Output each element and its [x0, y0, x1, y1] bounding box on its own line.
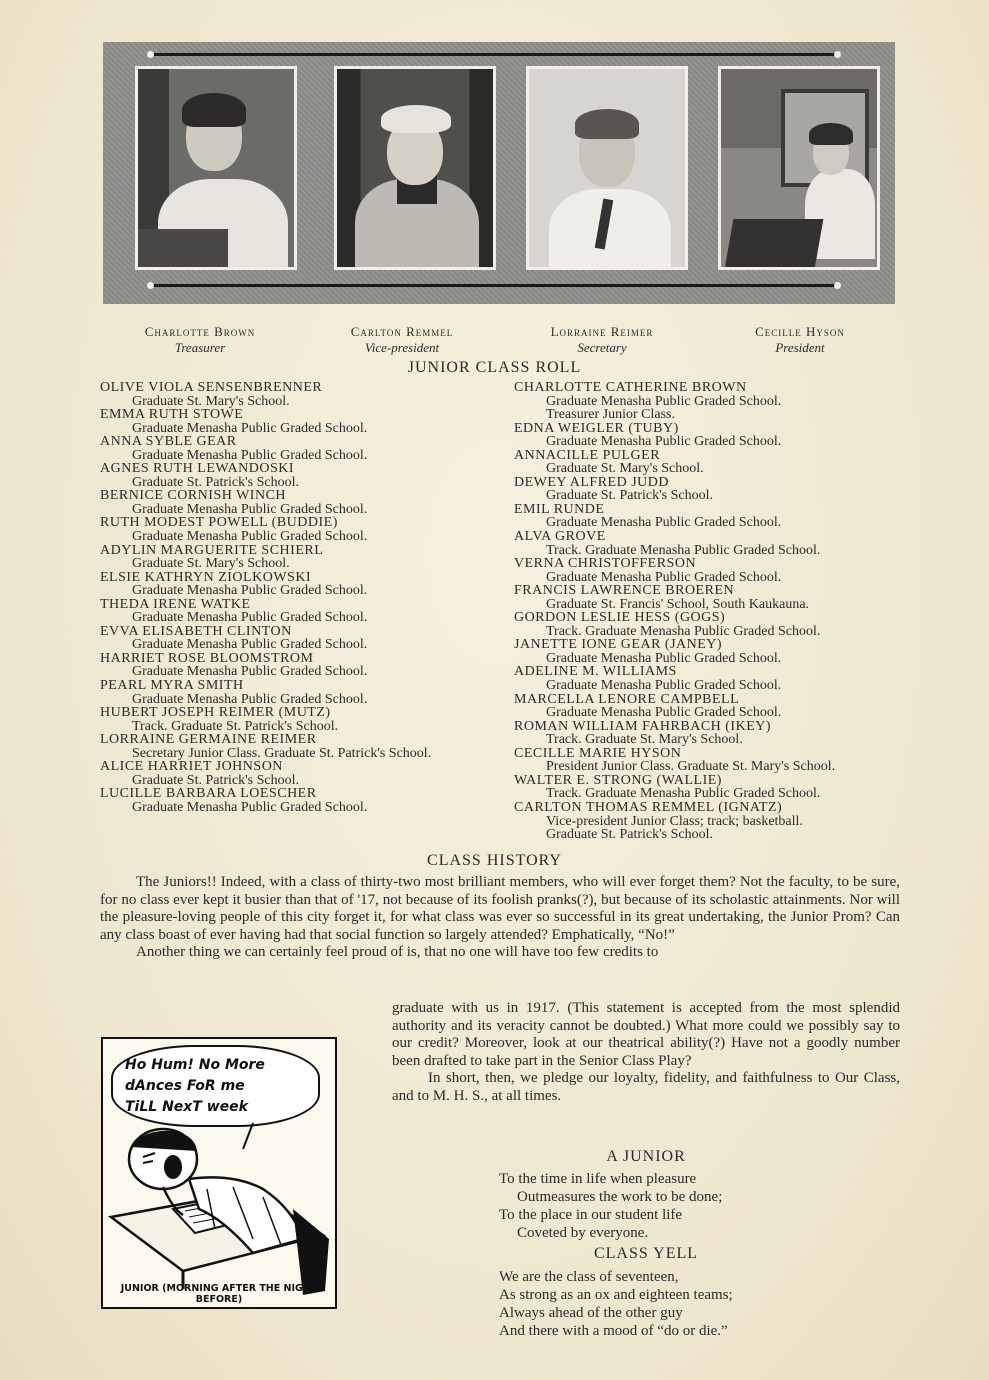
roll-left-column [100, 381, 490, 815]
history-paragraph-3: In short, then, we pledge our loyalty, fidelity, and faithfulness to Our Class, and to M. H. S., at all times. [392, 1070, 900, 1104]
roll-member-name: ALVA GROVE [514, 529, 606, 545]
roll-member-description: Graduate Menasha Public Graded School. [546, 515, 782, 531]
roll-member-description: Graduate St. Patrick's School. [132, 474, 299, 490]
band-dot [147, 282, 154, 289]
roll-member-name: ANNACILLE PULGER [514, 447, 661, 463]
roll-member-description: Track. Graduate Menasha Public Graded School. [546, 786, 821, 802]
poem-junior-title: A JUNIOR [606, 1148, 686, 1165]
roll-right-column [514, 381, 902, 842]
poem-line: And there with a mood of “do or die.” [499, 1323, 728, 1339]
roll-member-name: CHARLOTTE CATHERINE BROWN [514, 380, 747, 395]
roll-member-description: Graduate Menasha Public Graded School. [132, 799, 368, 815]
poem-line: To the place in our student life [499, 1207, 683, 1223]
roll-title: JUNIOR CLASS ROLL [407, 359, 582, 376]
roll-member-name: HARRIET ROSE BLOOMSTROM [100, 650, 314, 666]
roll-member-name: CARLTON THOMAS REMMEL (IGNATZ) [514, 799, 783, 815]
roll-member-name: ELSIE KATHRYN ZIOLKOWSKI [100, 569, 312, 585]
roll-member-name: BERNICE CORNISH WINCH [100, 488, 287, 504]
roll-member-name: LUCILLE BARBARA LOESCHER [100, 786, 317, 802]
roll-member-name: EVVA ELISABETH CLINTON [100, 623, 292, 639]
officer-name: Charlotte Brown [144, 324, 256, 339]
roll-member-description: Graduate Menasha Public Graded School. [546, 650, 782, 666]
history-continued [392, 1000, 900, 1105]
class-yell [499, 1268, 733, 1340]
officer-role: Treasurer [174, 340, 226, 355]
roll-member-description: Track. Graduate St. Mary's School. [546, 732, 743, 748]
roll-member-name: CECILLE MARIE HYSON [514, 745, 682, 761]
roll-member-name: ADELINE M. WILLIAMS [514, 664, 677, 680]
poem-line: As strong as an ox and eighteen teams; [499, 1287, 733, 1303]
roll-member-description: Graduate St. Patrick's School. [546, 827, 713, 843]
roll-member-description: Graduate Menasha Public Graded School. [546, 569, 782, 585]
roll-member-name: ANNA SYBLE GEAR [100, 434, 237, 450]
poem-line: Always ahead of the other guy [499, 1305, 683, 1321]
roll-member-name: WALTER E. STRONG (WALLIE) [514, 772, 722, 788]
roll-member-description: Graduate Menasha Public Graded School. [546, 705, 782, 721]
roll-member-description: Graduate Menasha Public Graded School. [132, 529, 368, 545]
roll-member-name: DEWEY ALFRED JUDD [514, 474, 669, 490]
history-intro [100, 874, 900, 962]
roll-member-description: Track. Graduate Menasha Public Graded School. [546, 542, 821, 558]
band-dot [834, 282, 841, 289]
roll-member-description: Graduate St. Mary's School. [132, 556, 290, 572]
roll-member-name: RUTH MODEST POWELL (BUDDIE) [100, 515, 338, 531]
roll-member-description: Graduate St. Patrick's School. [132, 772, 299, 788]
poem-line: We are the class of seventeen, [499, 1269, 679, 1285]
officer-role: President [775, 340, 825, 355]
bubble-line: Ho Hum! No More [125, 1057, 265, 1073]
roll-member-description: Graduate St. Patrick's School. [546, 488, 713, 504]
photo-lorraine-reimer [526, 66, 688, 270]
roll-member-description: Graduate Menasha Public Graded School. [132, 664, 368, 680]
photo-charlotte-brown [135, 66, 297, 270]
roll-member-name: HUBERT JOSEPH REIMER (MUTZ) [100, 705, 331, 721]
band-dot [834, 51, 841, 58]
roll-member-description: President Junior Class. Graduate St. Mary's School. [546, 759, 836, 775]
roll-member-description: Treasurer Junior Class. [546, 407, 675, 423]
photo-cecille-hyson [718, 66, 880, 270]
poem-line: To the time in life when pleasure [499, 1171, 697, 1187]
roll-member-description: Graduate Menasha Public Graded School. [132, 420, 368, 436]
history-paragraph-2-start: Another thing we can certainly feel proud of is, that no one will have too few credits to [136, 944, 659, 960]
officer-photo-band [103, 42, 895, 304]
roll-member-name: MARCELLA LENORE CAMPBELL [514, 691, 740, 707]
roll-member-description: Graduate Menasha Public Graded School. [132, 447, 368, 463]
roll-member-name: AGNES RUTH LEWANDOSKI [100, 461, 295, 477]
roll-member-description: Graduate St. Mary's School. [546, 461, 704, 477]
yawning-student-drawing [103, 1039, 335, 1307]
roll-member-name: THEDA IRENE WATKE [100, 596, 251, 612]
poem-junior [499, 1170, 722, 1242]
band-rule-top [151, 53, 837, 56]
roll-member-name: VERNA CHRISTOFFERSON [514, 556, 697, 572]
class-yell-title: CLASS YELL [593, 1245, 699, 1262]
caption-president [700, 324, 900, 356]
roll-member-name: FRANCIS LAWRENCE BROEREN [514, 583, 735, 599]
poem-line: Coveted by everyone. [517, 1225, 649, 1241]
cartoon-junior [101, 1037, 337, 1309]
roll-member-name: ROMAN WILLIAM FAHRBACH (IKEY) [514, 718, 772, 734]
roll-member-description: Track. Graduate St. Patrick's School. [132, 718, 339, 734]
history-paragraph-2-end: graduate with us in 1917. (This statement is accepted from the most splendid authority and its veracity cannot be doubted.) What more could we possibly say to our credit? Moreover, look at our theatrical ability(?) Have not a goodly number been drafted to take part in the Senior Class Play? [392, 1000, 900, 1069]
roll-member-description: Graduate Menasha Public Graded School. [546, 393, 782, 409]
bubble-line: TiLL NexT week [125, 1099, 248, 1115]
roll-member-description: Graduate Menasha Public Graded School. [546, 678, 782, 694]
roll-member-description: Graduate Menasha Public Graded School. [132, 637, 368, 653]
poem-line: Outmeasures the work to be done; [517, 1189, 723, 1205]
bubble-line: dAnces FoR me [125, 1078, 245, 1094]
roll-member-name: GORDON LESLIE HESS (GOGS) [514, 610, 726, 626]
roll-member-name: EMMA RUTH STOWE [100, 407, 244, 423]
roll-member-name: JANETTE IONE GEAR (JANEY) [514, 637, 723, 653]
roll-member-description: Secretary Junior Class. Graduate St. Patrick's School. [132, 745, 432, 761]
cartoon-caption: JUNIOR (MORNING AFTER THE NIGHT BEFORE) [120, 1283, 318, 1305]
history-paragraph-1: The Juniors!! Indeed, with a class of thirty-two most brilliant members, who will ever forget them? Not the faculty, to be sure, for no class ever kept it busier than that of '17, not because of its foolish pranks(?), but because of its scholastic attainments. Nor will the pleasure-loving people of this city forget it, for what class was ever so successful in its great undertaking, the Junior Prom? Can any class boast of ever having had that social function so largely attended? Emphatically, “No!” [100, 874, 900, 943]
roll-member-name: PEARL MYRA SMITH [100, 678, 244, 694]
roll-member-description: Graduate Menasha Public Graded School. [132, 501, 368, 517]
band-rule-bottom [151, 284, 837, 287]
photo-carlton-remmel [334, 66, 496, 270]
caption-treasurer [100, 324, 300, 356]
officer-name: Lorraine Reimer [550, 324, 654, 339]
roll-member-description: Graduate St. Mary's School. [132, 393, 290, 409]
officer-role: Vice-president [364, 340, 440, 355]
officer-name: Cecille Hyson [755, 324, 845, 339]
caption-secretary [502, 324, 702, 356]
history-title: CLASS HISTORY [427, 852, 562, 869]
roll-member-description: Graduate Menasha Public Graded School. [546, 434, 782, 450]
roll-member-name: EDNA WEIGLER (TUBY) [514, 420, 679, 436]
roll-member-description: Graduate St. Francis' School, South Kaukauna. [546, 596, 810, 612]
roll-member-name: ALICE HARRIET JOHNSON [100, 759, 283, 775]
roll-member-name: OLIVE VIOLA SENSENBRENNER [100, 380, 323, 395]
officer-name: Carlton Remmel [350, 324, 454, 339]
caption-vice-president [302, 324, 502, 356]
roll-member-name: ADYLIN MARGUERITE SCHIERL [100, 542, 324, 558]
roll-member-description: Graduate Menasha Public Graded School. [132, 691, 368, 707]
roll-member-description: Graduate Menasha Public Graded School. [132, 610, 368, 626]
roll-member-description: Vice-president Junior Class; track; basketball. [546, 813, 803, 829]
band-dot [147, 51, 154, 58]
officer-role: Secretary [577, 340, 627, 355]
roll-member-description: Graduate Menasha Public Graded School. [132, 583, 368, 599]
roll-member-name: EMIL RUNDE [514, 501, 605, 517]
roll-member-name: LORRAINE GERMAINE REIMER [100, 732, 317, 748]
roll-member-description: Track. Graduate Menasha Public Graded School. [546, 623, 821, 639]
